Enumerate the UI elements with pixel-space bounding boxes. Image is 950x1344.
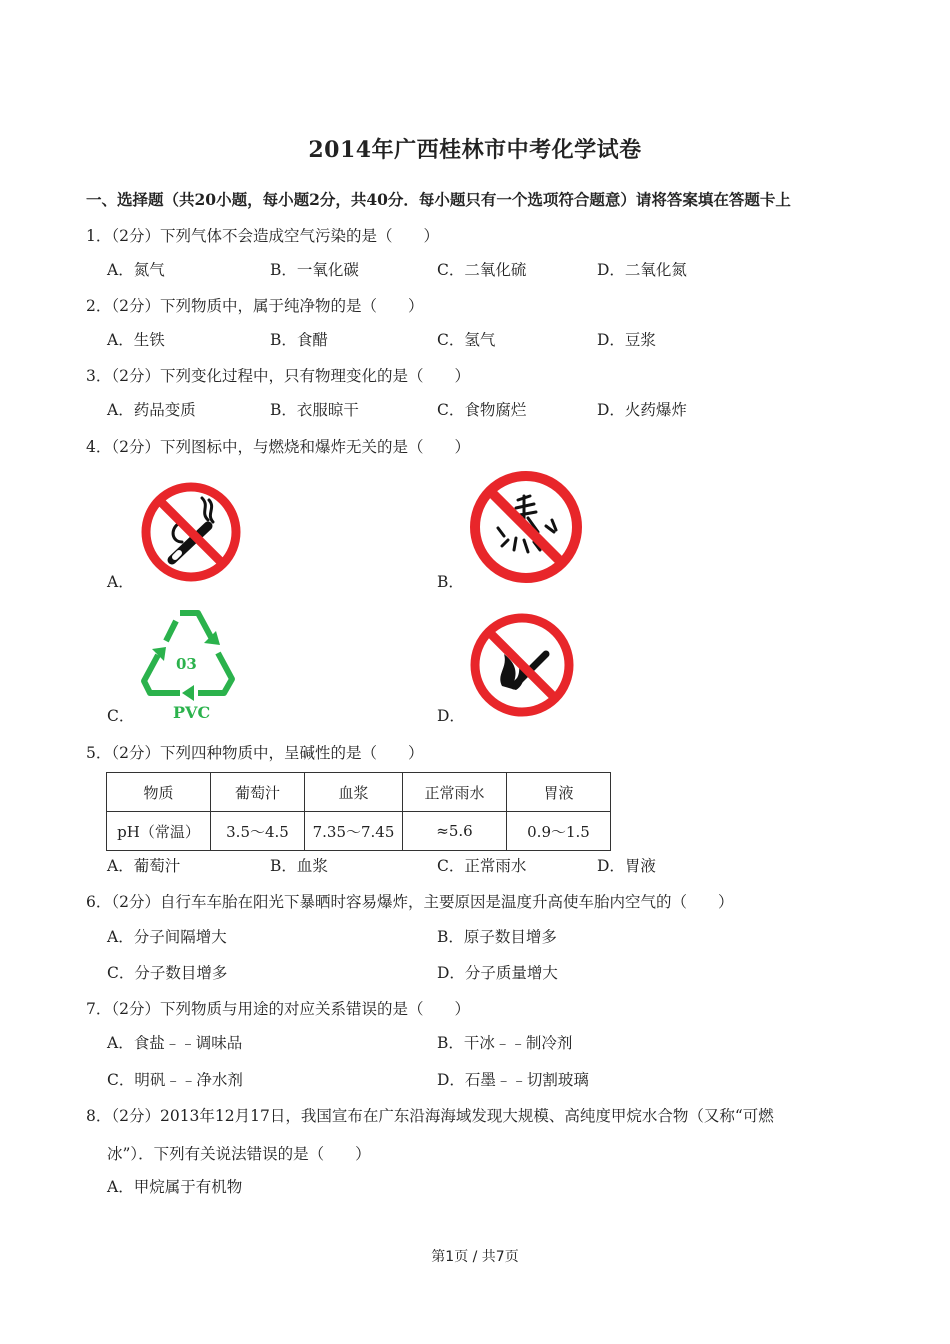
q3-option-d: D．火药爆炸 (597, 401, 687, 419)
ph-table (106, 772, 611, 851)
q4-option-b: B． (437, 573, 464, 591)
table-row (107, 812, 611, 851)
q3-option-c: C．食物腐烂 (437, 401, 527, 419)
question-2-stem: 2．（2分）下列物质中，属于纯净物的是（ ） (86, 297, 424, 315)
q7-option-c: C．明矾﹣﹣净水剂 (107, 1071, 243, 1089)
q5-option-d: D．胃液 (597, 857, 656, 875)
table-header-cell: 胃液 (507, 773, 611, 812)
table-cell: 7.35～7.45 (305, 812, 403, 851)
q1-option-b: B．一氧化碳 (270, 261, 359, 279)
q3-option-a: A．药品变质 (107, 401, 196, 419)
table-cell: pH（常温） (107, 812, 211, 851)
table-cell: 0.9～1.5 (507, 812, 611, 851)
q7-option-b: B．干冰﹣﹣制冷剂 (437, 1034, 573, 1052)
table-header-row (107, 773, 611, 812)
no-open-flame-icon (468, 612, 576, 718)
q8-option-a: A．甲烷属于有机物 (107, 1178, 243, 1196)
recycle-number: 03 (176, 655, 197, 673)
q4-option-a: A． (107, 573, 134, 591)
q5-option-b: B．血浆 (270, 857, 328, 875)
page-footer: 第1页 / 共7页 (431, 1249, 519, 1265)
question-6-stem: 6．（2分）自行车车胎在阳光下暴晒时容易爆炸，主要原因是温度升高使车胎内空气的（ ） (86, 893, 734, 911)
q2-option-d: D．豆浆 (597, 331, 656, 349)
no-smoking-icon (138, 482, 244, 582)
q6-option-b: B．原子数目增多 (437, 928, 557, 946)
table-header-cell: 正常雨水 (403, 773, 507, 812)
question-4-stem: 4．（2分）下列图标中，与燃烧和爆炸无关的是（ ） (86, 438, 470, 456)
question-7-stem: 7．（2分）下列物质与用途的对应关系错误的是（ ） (86, 1000, 470, 1018)
q6-option-d: D．分子质量增大 (437, 964, 558, 982)
question-5-stem: 5．（2分）下列四种物质中，呈碱性的是（ ） (86, 744, 424, 762)
question-8-stem-cont: 冰”）．下列有关说法错误的是（ ） (107, 1145, 371, 1163)
q6-option-c: C．分子数目增多 (107, 964, 228, 982)
q4-option-d: D． (437, 707, 465, 725)
recycle-label: PVC (173, 703, 211, 722)
q1-option-a: A．氮气 (107, 261, 165, 279)
section-heading: 一、选择题（共20小题，每小题2分，共40分．每小题只有一个选项符合题意）请将答案填在答题卡上 (86, 190, 791, 209)
question-8-stem: 8．（2分）2013年12月17日，我国宣布在广东沿海海域发现大规模、高纯度甲烷水合物（又称“可燃 (86, 1107, 774, 1125)
q6-option-a: A．分子间隔增大 (107, 928, 227, 946)
q5-option-a: A．葡萄汁 (107, 857, 181, 875)
page-title: 2014年广西桂林市中考化学试卷 (308, 137, 642, 163)
q2-option-a: A．生铁 (107, 331, 165, 349)
no-fireworks-icon (468, 470, 584, 584)
recycling-pvc-icon (136, 603, 242, 703)
q2-option-b: B．食醋 (270, 331, 328, 349)
q1-option-c: C．二氧化硫 (437, 261, 527, 279)
q7-option-d: D．石墨﹣﹣切割玻璃 (437, 1071, 589, 1089)
q4-option-c: C． (107, 707, 135, 725)
table-cell: 3.5～4.5 (211, 812, 305, 851)
q3-option-b: B．衣服晾干 (270, 401, 359, 419)
table-header-cell: 葡萄汁 (211, 773, 305, 812)
question-1-stem: 1．（2分）下列气体不会造成空气污染的是（ ） (86, 227, 439, 245)
table-header-cell: 血浆 (305, 773, 403, 812)
q5-option-c: C．正常雨水 (437, 857, 527, 875)
question-3-stem: 3．（2分）下列变化过程中，只有物理变化的是（ ） (86, 367, 470, 385)
q2-option-c: C．氢气 (437, 331, 496, 349)
q7-option-a: A．食盐﹣﹣调味品 (107, 1034, 243, 1052)
table-cell: ≈5.6 (403, 812, 507, 851)
q1-option-d: D．二氧化氮 (597, 261, 687, 279)
table-header-cell: 物质 (107, 773, 211, 812)
